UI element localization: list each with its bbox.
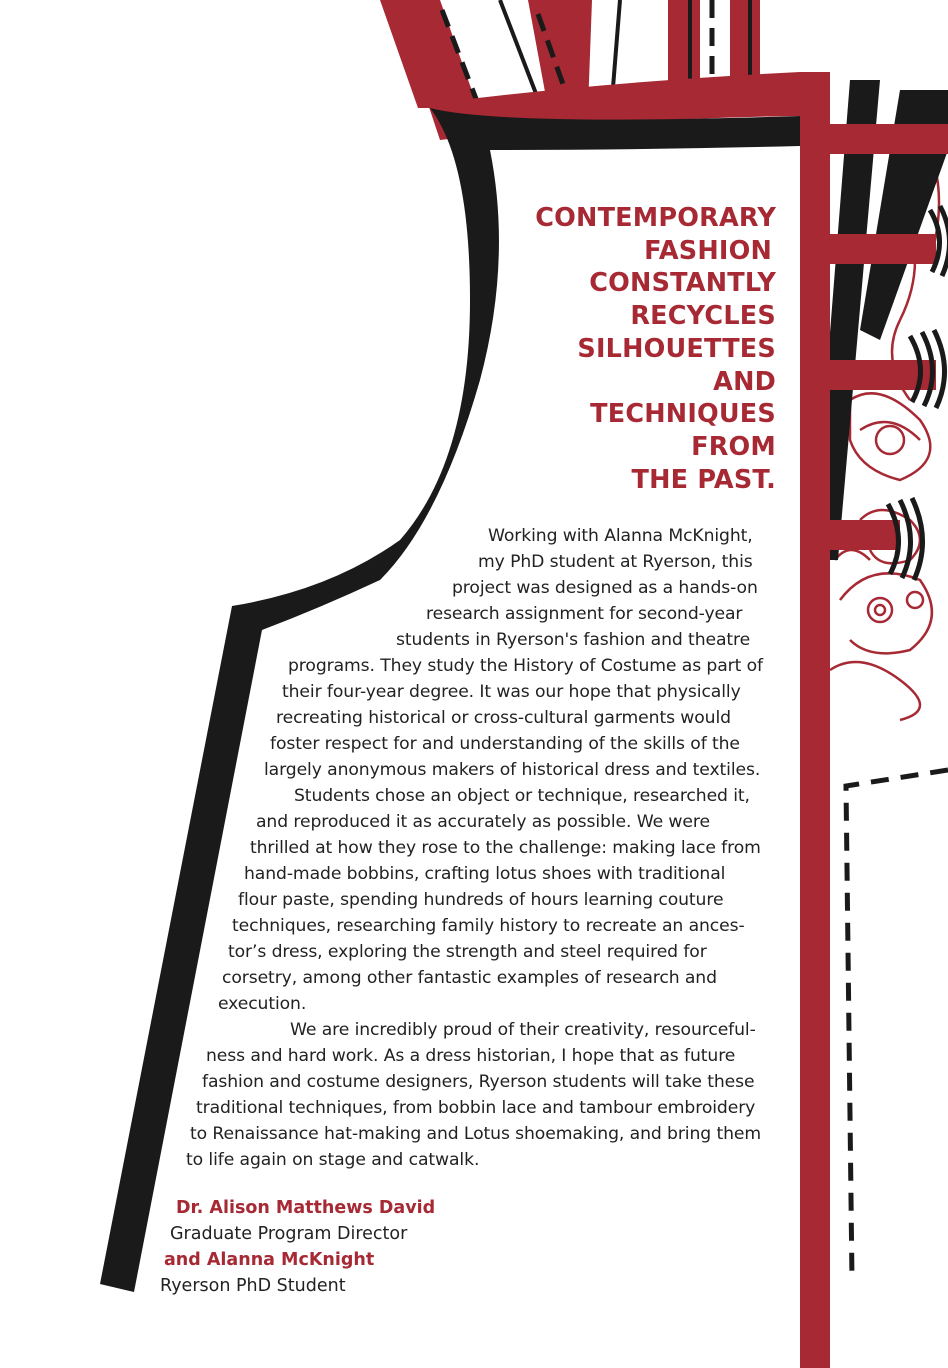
- heading-line: CONTEMPORARY: [535, 203, 776, 233]
- body-line: project was designed as a hands-on: [452, 578, 758, 598]
- body-line: my PhD student at Ryerson, this: [478, 552, 753, 572]
- body-line: their four-year degree. It was our hope that physically: [282, 682, 741, 702]
- body-line: hand-made bobbins, crafting lotus shoes with traditional: [244, 864, 726, 884]
- body-line: and reproduced it as accurately as possible. We were: [256, 812, 710, 832]
- author-name-2: and Alanna McKnight: [164, 1250, 375, 1270]
- body-line: flour paste, spending hundreds of hours learning couture: [238, 890, 724, 910]
- heading-line: CONSTANTLY: [589, 268, 776, 299]
- author-name-1: Dr. Alison Matthews David: [176, 1198, 436, 1218]
- body-line: Working with Alanna McKnight,: [488, 526, 753, 546]
- body-line: ness and hard work. As a dress historian, I hope that as future: [206, 1046, 736, 1066]
- body-line: to life again on stage and catwalk.: [186, 1150, 480, 1170]
- body-line: execution.: [218, 994, 307, 1014]
- body-line: recreating historical or cross-cultural garments would: [276, 708, 731, 728]
- heading-line: FROM: [691, 431, 776, 462]
- pull-quote-heading: [480, 202, 776, 496]
- heading-line: AND: [713, 366, 776, 397]
- body-line: foster respect for and understanding of the skills of the: [270, 734, 740, 754]
- author-role-1: Graduate Program Director: [170, 1224, 408, 1244]
- body-line: techniques, researching family history to recreate an ances-: [232, 916, 745, 936]
- body-line: Students chose an object or technique, researched it,: [294, 786, 750, 806]
- body-line: programs. They study the History of Costume as part of: [288, 656, 764, 676]
- body-line: to Renaissance hat-making and Lotus shoemaking, and bring them: [190, 1124, 761, 1144]
- heading-line: FASHION: [644, 235, 772, 266]
- heading-line: SILHOUETTES: [577, 333, 776, 364]
- body-line: fashion and costume designers, Ryerson students will take these: [202, 1072, 755, 1092]
- strap-red-left: [380, 0, 478, 108]
- hem-stitching: [846, 770, 948, 1280]
- busk-red-vertical: [800, 72, 830, 1368]
- body-line: tor’s dress, exploring the strength and steel required for: [228, 942, 707, 962]
- body-line: students in Ryerson's fashion and theatre: [396, 630, 751, 650]
- author-role-2: Ryerson PhD Student: [160, 1276, 346, 1296]
- body-line: research assignment for second-year: [426, 604, 743, 624]
- body-line: traditional techniques, from bobbin lace and tambour embroidery: [196, 1098, 756, 1118]
- body-line: We are incredibly proud of their creativity, resourceful-: [290, 1020, 756, 1040]
- body-line: thrilled at how they rose to the challenge: making lace from: [250, 838, 761, 858]
- heading-line: TECHNIQUES: [590, 399, 776, 430]
- heading-line: THE PAST.: [631, 464, 776, 495]
- body-line: corsetry, among other fantastic examples of research and: [222, 968, 717, 988]
- heading-line: RECYCLES: [630, 301, 776, 332]
- body-line: largely anonymous makers of historical dress and textiles.: [264, 760, 761, 780]
